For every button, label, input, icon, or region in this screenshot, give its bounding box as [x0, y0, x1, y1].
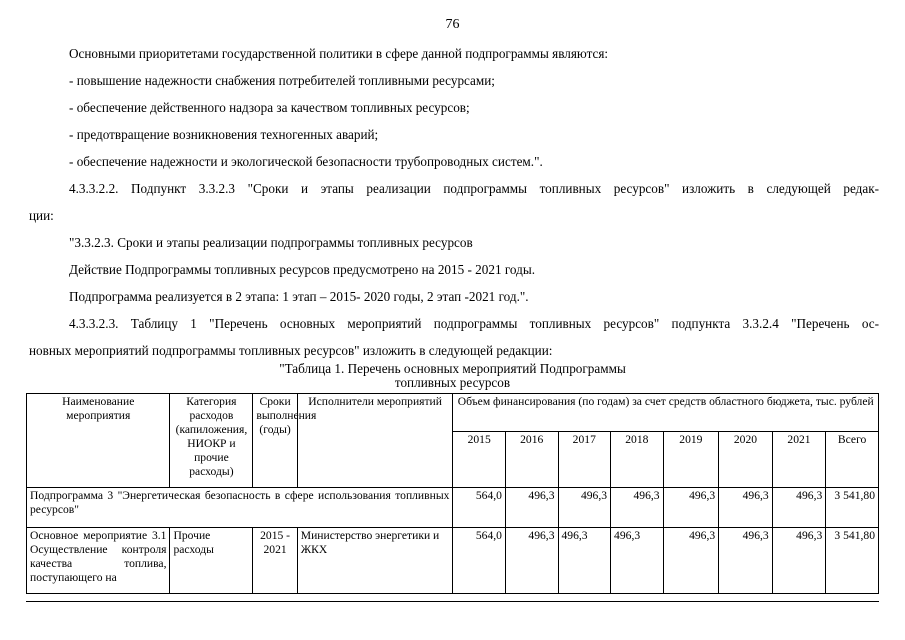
subprogram-value-2019: 496,3: [663, 488, 719, 528]
header-year-2018: 2018: [611, 432, 664, 488]
subprogram-value-2021: 496,3: [772, 488, 826, 528]
header-term: Сроки выполнения (годы): [253, 394, 297, 488]
paragraph-amend-table1-line2: новных мероприятий подпрограммы топливных ресурсов" изложить в следующей редакции:: [29, 343, 553, 358]
activities-table: [26, 393, 879, 594]
header-activity-name: Наименование мероприятия: [27, 394, 170, 488]
page-number: 76: [445, 17, 460, 32]
subprogram-value-2017: 496,3: [558, 488, 611, 528]
header-total: Всего: [826, 432, 879, 488]
header-year-2017: 2017: [558, 432, 611, 488]
activity-value-2020: 496,3: [719, 528, 773, 594]
activity-term: 2015 - 2021: [253, 528, 297, 594]
paragraph-amend-3323-line2: ции:: [29, 208, 54, 223]
paragraph-stages: Подпрограмма реализуется в 2 этапа: 1 этап – 2015- 2020 годы, 2 этап -2021 год.".: [69, 289, 529, 304]
header-year-2021: 2021: [772, 432, 826, 488]
activity-executor: Министерство энергетики и ЖКХ: [297, 528, 453, 594]
table-caption-line1: "Таблица 1. Перечень основных мероприятий Подпрограммы: [279, 361, 626, 376]
list-item-supply-reliability: - повышение надежности снабжения потребителей топливными ресурсами;: [69, 73, 495, 88]
subprogram-value-2018: 496,3: [611, 488, 664, 528]
header-year-2016: 2016: [505, 432, 558, 488]
table-bottom-border: [26, 601, 879, 602]
paragraph-priorities: Основными приоритетами государственной политики в сфере данной подпрограммы являются:: [69, 46, 609, 61]
header-executors: Исполнители мероприятий: [297, 394, 453, 488]
subprogram-title: Подпрограмма 3 "Энергетическая безопасность в сфере использования топливных ресурсов": [27, 488, 453, 528]
header-funding: Объем финансирования (по годам) за счет средств областного бюджета, тыс. рублей: [453, 394, 879, 432]
activity-value-2021: 496,3: [772, 528, 826, 594]
activity-value-2016: 496,3: [505, 528, 558, 594]
paragraph-amend-table1-line1: 4.3.3.2.3. Таблицу 1 "Перечень основных мероприятий подпрограммы топливных ресурсов" подпункта 3.3.2.4 "Перечень ос-: [69, 316, 879, 331]
header-year-2020: 2020: [719, 432, 773, 488]
paragraph-amend-3323-line1: 4.3.3.2.2. Подпункт 3.3.2.3 "Сроки и этапы реализации подпрограммы топливных ресурсов" изложить в следующей редак-: [69, 181, 879, 196]
list-item-pipeline-safety: - обеспечение надежности и экологической безопасности трубопроводных систем.".: [69, 154, 543, 169]
paragraph-duration: Действие Подпрограммы топливных ресурсов предусмотрено на 2015 - 2021 годы.: [69, 262, 536, 277]
activity-value-total: 3 541,80: [826, 528, 879, 594]
activity-category: Прочие расходы: [170, 528, 253, 594]
list-item-accident-prevention: - предотвращение возникновения техногенных аварий;: [69, 127, 379, 142]
section-heading-3323: "3.3.2.3. Сроки и этапы реализации подпрограммы топливных ресурсов: [69, 235, 473, 250]
list-item-quality-supervision: - обеспечение действенного надзора за качеством топливных ресурсов;: [69, 100, 470, 115]
activity-name: Основное мероприятие 3.1 Осуществление контроля качества топлива, поступающего на: [27, 528, 170, 594]
subprogram-value-2016: 496,3: [505, 488, 558, 528]
activity-value-2015: 564,0: [453, 528, 506, 594]
subprogram-value-2015: 564,0: [453, 488, 506, 528]
activity-value-2017: 496,3: [558, 528, 611, 594]
header-expense-category: Категория расходов (капиложения, НИОКР и прочие расходы): [170, 394, 253, 488]
subprogram-value-total: 3 541,80: [826, 488, 879, 528]
activity-value-2019: 496,3: [663, 528, 719, 594]
header-year-2019: 2019: [663, 432, 719, 488]
activity-value-2018: 496,3: [611, 528, 664, 594]
subprogram-value-2020: 496,3: [719, 488, 773, 528]
table-caption-line2: топливных ресурсов: [394, 375, 511, 390]
header-year-2015: 2015: [453, 432, 506, 488]
